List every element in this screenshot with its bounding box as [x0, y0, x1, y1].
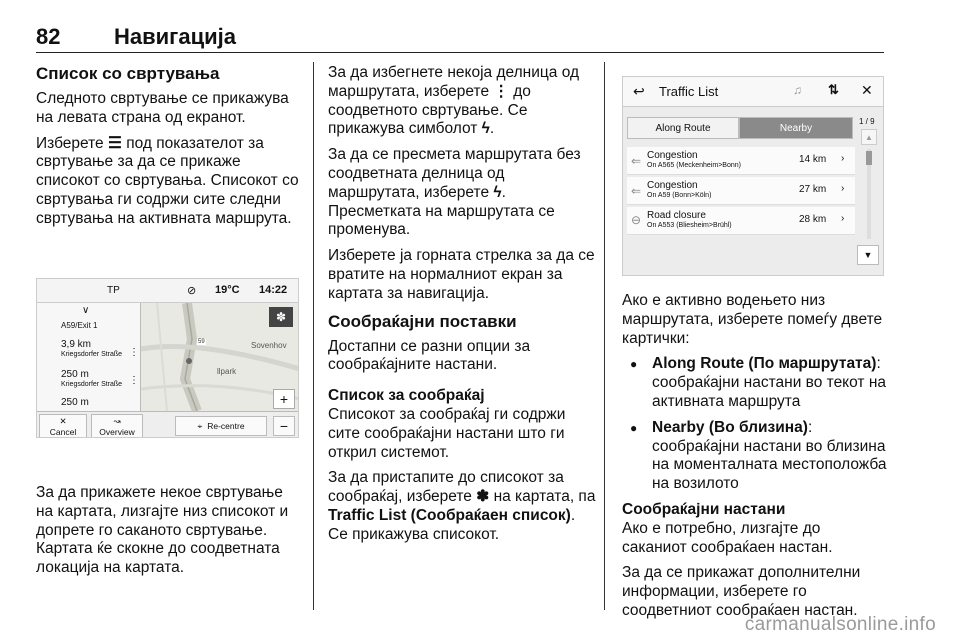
- scroll-up-button[interactable]: ▲: [861, 129, 877, 145]
- tp-label: TP: [107, 285, 120, 296]
- text-run: под показателот за свртување за да се прикаже списокот со свртувања. Списокот со свртувања ги содржи сите следни свртувања на активната маршрута.: [36, 134, 299, 227]
- event-type: Road closure: [647, 210, 706, 221]
- road-closure-icon: ⊖: [631, 213, 642, 227]
- bullet-item: [622, 419, 888, 494]
- bullet-item: [622, 355, 888, 411]
- gear-icon[interactable]: ✽: [269, 307, 293, 327]
- paragraph: Изберете ја горната стрелка за да се вратите на нормалниот екран за картата за навигација.: [328, 247, 595, 302]
- close-icon: ✕: [59, 415, 67, 426]
- event-type: Congestion: [647, 150, 698, 161]
- zoom-in-button[interactable]: +: [273, 389, 295, 409]
- tab-along-route[interactable]: Along Route: [627, 117, 739, 139]
- avoid-symbol-icon: ϟ: [481, 120, 490, 138]
- traffic-list-screenshot: [622, 76, 884, 276]
- watermark: carmanualsonline.info: [744, 614, 936, 635]
- cancel-label: Cancel: [49, 426, 77, 437]
- tab-nearby[interactable]: Nearby: [739, 117, 853, 139]
- bullet-term: Nearby (Во близина): [652, 418, 808, 436]
- cancel-button[interactable]: [39, 414, 87, 438]
- paragraph: [328, 64, 598, 139]
- column-divider-2: [604, 62, 605, 610]
- event-road: On A59 (Bonn>Köln): [647, 192, 712, 199]
- header-rule: [36, 52, 884, 53]
- re-centre-label: Re-centre: [207, 421, 245, 431]
- event-road: On A553 (Bliesheim>Brühl): [647, 222, 732, 229]
- text-run: на картата, па: [493, 488, 596, 506]
- event-distance: 27 km: [799, 184, 827, 195]
- clock: 14:22: [259, 284, 288, 296]
- overview-label: Overview: [99, 426, 135, 437]
- text-run: .: [489, 120, 495, 138]
- bullet-text: : сообраќајни настани во близина на моменталната местоположба на возилото: [652, 418, 887, 493]
- gear-icon: ✽: [476, 488, 490, 506]
- column-2: [328, 64, 598, 552]
- paragraph: [328, 146, 598, 240]
- map-road-label: Sovenhov: [251, 341, 287, 350]
- event-distance: 28 km: [799, 214, 827, 225]
- paragraph: За да се прикажат дополнителни информации, изберете го соодветниот сообраќаен настан.: [622, 564, 861, 619]
- traffic-row[interactable]: [627, 207, 855, 235]
- chevron-right-icon: ›: [841, 183, 845, 194]
- paragraph: Следното свртување се прикажува на левата страна од екранот.: [36, 90, 289, 126]
- navigation-map-screenshot: [36, 278, 299, 438]
- column-divider-1: [313, 62, 314, 610]
- traffic-header: [623, 77, 884, 107]
- chevron-down-icon[interactable]: ∨: [82, 305, 90, 316]
- temperature: 19°C: [215, 284, 240, 296]
- paragraph: Достапни се разни опции за сообраќајните настани.: [328, 337, 531, 374]
- bullet-list: [622, 355, 888, 494]
- turn-list-panel: [37, 303, 141, 411]
- text-run-bold: Traffic List (Сообраќаен список): [328, 506, 571, 524]
- event-road: On A565 (Meckenheim>Bonn): [647, 162, 741, 169]
- sort-icon[interactable]: ⇅: [828, 82, 839, 97]
- re-centre-button[interactable]: [175, 416, 267, 436]
- route-icon: ↝: [113, 415, 121, 426]
- text-run: до соодветното свртување. Се прикажува симболот: [328, 82, 531, 138]
- nav-icon: ⊘: [187, 285, 197, 297]
- overview-button[interactable]: [91, 414, 143, 438]
- back-arrow-icon[interactable]: ↩: [633, 83, 645, 99]
- road-number: 59: [198, 339, 205, 345]
- turn-distance[interactable]: 250 m: [61, 397, 89, 408]
- scroll-down-button[interactable]: ▼: [857, 245, 879, 265]
- page-title: Навигација: [114, 24, 236, 49]
- more-options-icon[interactable]: ⋮: [129, 347, 139, 358]
- scrollbar-thumb[interactable]: [866, 151, 872, 165]
- subheading-traffic-list: Список за сообраќај: [328, 387, 485, 405]
- column-1-bottom: [36, 484, 302, 585]
- exit-label: A59/Exit 1: [61, 321, 98, 330]
- paragraph: Ако е потребно, лизгајте до саканиот сообраќаен настан.: [622, 519, 833, 556]
- text-run: За да се пресмета маршрутата без соодветната делница од маршрутата, изберете: [328, 146, 581, 201]
- bullet-text: : сообраќајни настани во текот на активната маршрута: [652, 355, 887, 410]
- list-icon: ☰: [107, 134, 122, 152]
- traffic-row[interactable]: [627, 177, 855, 205]
- column-3: [622, 292, 888, 628]
- congestion-icon: ⇐: [631, 184, 642, 198]
- event-type: Congestion: [647, 180, 698, 191]
- turn-street: Kriegsdorfer Straße: [61, 351, 123, 358]
- page-indicator: 1 / 9: [859, 117, 875, 126]
- crosshair-icon: ⌖: [197, 420, 203, 431]
- event-distance: 14 km: [799, 154, 827, 165]
- zoom-out-button[interactable]: −: [273, 416, 295, 436]
- map-status-bar: [37, 279, 299, 303]
- text-run: За да избегнете некоја делница од маршрутата, изберете: [328, 64, 580, 100]
- section-heading-turn-list: Список со свртувања: [36, 64, 220, 83]
- paragraph: [328, 469, 598, 544]
- paragraph: Ако е активно водењето низ маршрутата, изберете помеѓу двете картички:: [622, 292, 883, 347]
- turn-street: Kriegsdorfer Straße: [61, 381, 123, 388]
- traffic-row[interactable]: [627, 147, 855, 175]
- map-bottom-bar: [37, 411, 299, 438]
- paragraph: [36, 135, 302, 229]
- turn-distance[interactable]: 250 m: [61, 369, 89, 380]
- map-area-label: llpark: [217, 367, 237, 376]
- chevron-right-icon: ›: [841, 153, 845, 164]
- chevron-right-icon: ›: [841, 213, 845, 224]
- text-run: Изберете: [36, 134, 104, 152]
- text-run: За да пристапите до списокот за сообраќај, изберете: [328, 469, 564, 506]
- bullet-term: Along Route (По маршрутата): [652, 355, 877, 373]
- congestion-icon: ⇐: [631, 154, 642, 168]
- text-run: . Пресметката на маршрутата се променува.: [328, 183, 555, 239]
- turn-distance[interactable]: 3,9 km: [61, 339, 92, 350]
- music-icon: ♫: [793, 83, 802, 97]
- avoid-symbol-icon: ϟ: [493, 183, 502, 201]
- section-heading-traffic-settings: Сообраќајни поставки: [328, 311, 517, 331]
- more-options-icon[interactable]: ⋮: [129, 375, 139, 386]
- paragraph: За да прикажете некое свртување на картата, лизгајте низ списокот и допрете го саканото свртување. Картата ќе скокне до соодветната локација на картата.: [36, 484, 289, 577]
- column-1: [36, 64, 302, 236]
- text-run: . Се прикажува списокот.: [328, 506, 576, 543]
- paragraph: Списокот за сообраќај ги содржи сите сообраќајни настани што ги открил системот.: [328, 405, 566, 461]
- more-options-icon: ⋮: [493, 82, 509, 100]
- subheading-traffic-events: Сообраќајни настани: [622, 500, 786, 518]
- traffic-title: Traffic List: [659, 84, 719, 99]
- close-icon[interactable]: ✕: [861, 82, 873, 98]
- page-number: 82: [36, 24, 61, 49]
